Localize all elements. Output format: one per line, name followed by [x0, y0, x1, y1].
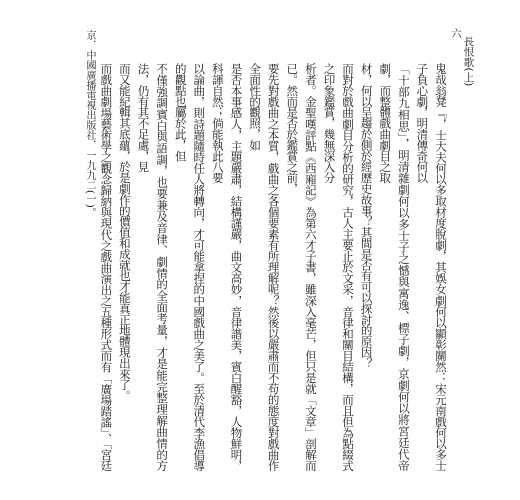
text-column: 鬼哉翁凳『，士大夫何以多取材度脫劇，其娛女劇何以顯彰關然：宋元南戲何以多士子負心劇，明清傳奇何以: [415, 63, 448, 471]
publisher-footnote: 京．中國廣播電視出版社．一九九二(一)。: [84, 30, 95, 218]
page-number: 六: [450, 28, 462, 39]
text-column: 而對於戲曲劇目分析的研究，古人主要止於文采，音律和關目結構，而且但為點綴式之印象鑑賞，幾無深入分: [322, 63, 356, 471]
running-title: 長恨歌(上): [462, 36, 475, 87]
text-column: 以論曲，則詩題隨時任人將轉向，才可能拿捏的中國戲曲之美了。至於清代李漁倡導的觀點也屬於此，但: [173, 63, 207, 471]
text-column: 材，何以呈趨於側於經歷史故事？其間是否有可以探討的原因？: [359, 63, 374, 369]
text-column: 而又能紀輯其底蘊，於是劇作的價值和成就也才能真正地體現出來了。: [117, 63, 132, 401]
text-column: 不僅強調賓白與語調，也要兼及音律、劇情的全面考量，才是能完整理解曲情的方法，仍有其不足處，見: [136, 63, 170, 471]
text-column: 是否本事感人，主題嚴肅，結構謹嚴，曲文高妙，音律諧美，賓白醒豁，人物鮮明，科諢自然；倘能執此八要: [210, 63, 244, 471]
text-column: 「十部九相思」，明清雜劇何以多士子之憾與寓逸、標子劇，京劇何以將宮廷代帝劇，而整體戲曲劇目之取: [378, 63, 411, 471]
text-column: 要先對戲曲之本質，戲曲之各個要素有所理解呢？然後以嚴肅而不苟的態度對戲曲作全面性的觀照，如: [248, 63, 281, 471]
text-column: 析者。金聖嘆評點《西廂記》為第六才子書，雖深入毫芒，但只是就「文章」剖解而已。然而是否於鑑賞之前，: [285, 63, 318, 471]
text-column: 而戲曲劇場藝術學之觀念歸納與現代之戲曲演出之五種形式而有「廣場踏謠」、「宮廷: [99, 63, 114, 471]
body-text: [95, 63, 450, 471]
